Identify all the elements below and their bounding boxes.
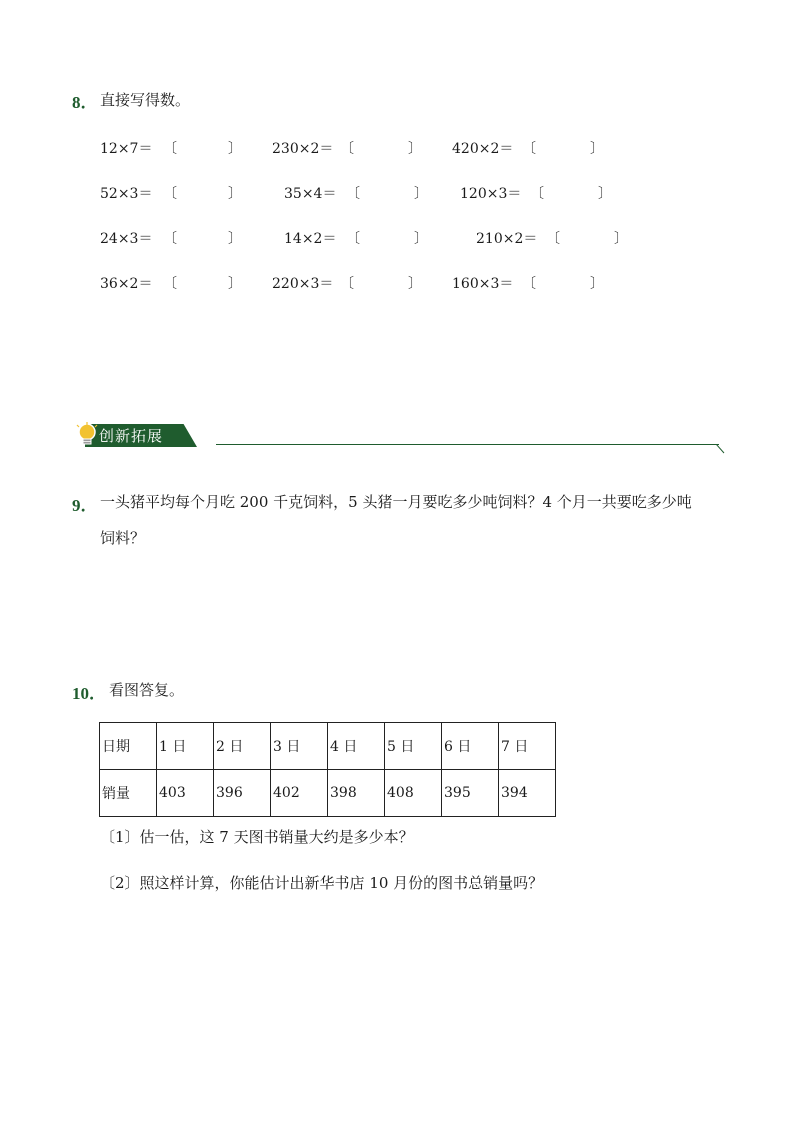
equation-text: 210×2＝ xyxy=(476,231,538,247)
answer-blank-open: 〔 xyxy=(340,276,354,292)
table-cell: 4 日 xyxy=(328,723,385,770)
section-title: 创新拓展 xyxy=(99,427,164,445)
table-cell: 403 xyxy=(157,770,214,817)
lightbulb-icon xyxy=(75,421,99,449)
table-cell: 3 日 xyxy=(271,723,328,770)
q9-line-1: 一头猪平均每个月吃 200 千克饲料，5 头猪一月要吃多少吨饲料？4 个月一共要吃多少吨 xyxy=(100,493,692,511)
answer-blank-open: 〔 xyxy=(163,141,177,157)
q10-sub-question-1: 〔1〕估一估，这 7 天图书销量大约是多少本？ xyxy=(100,828,414,846)
equation-text: 120×3＝ xyxy=(460,186,522,202)
table-cell: 日期 xyxy=(100,723,157,770)
answer-blank-close: 〕 xyxy=(408,276,422,292)
answer-blank-close: 〕 xyxy=(228,141,242,157)
equation-text: 12×7＝ xyxy=(100,141,153,157)
answer-blank-close: 〕 xyxy=(228,231,242,247)
equation-text: 35×4＝ xyxy=(284,186,337,202)
q9-number: 9． xyxy=(72,496,98,515)
answer-blank-close: 〕 xyxy=(408,141,422,157)
q10-number: 10． xyxy=(72,684,106,703)
q8-number: 8． xyxy=(72,93,98,112)
section-banner xyxy=(75,421,197,447)
section-divider xyxy=(216,444,719,445)
divider-end-mark xyxy=(716,444,726,454)
table-cell: 6 日 xyxy=(442,723,499,770)
answer-blank-open: 〔 xyxy=(346,231,360,247)
equation-text: 24×3＝ xyxy=(100,231,153,247)
answer-blank-open: 〔 xyxy=(530,186,544,202)
answer-blank-close: 〕 xyxy=(414,186,428,202)
equation-text: 230×2＝ xyxy=(272,141,334,157)
table-cell: 销量 xyxy=(100,770,157,817)
answer-blank-open: 〔 xyxy=(522,141,536,157)
table-row xyxy=(100,770,556,817)
table-cell: 5 日 xyxy=(385,723,442,770)
answer-blank-open: 〔 xyxy=(163,276,177,292)
answer-blank-close: 〕 xyxy=(590,276,604,292)
table-cell: 402 xyxy=(271,770,328,817)
answer-blank-close: 〕 xyxy=(414,231,428,247)
table-cell: 394 xyxy=(499,770,556,817)
answer-blank-open: 〔 xyxy=(522,276,536,292)
sales-table xyxy=(99,722,556,817)
q10-sub-question-2: 〔2〕照这样计算，你能估计出新华书店 10 月份的图书总销量吗？ xyxy=(100,874,544,892)
table-cell: 2 日 xyxy=(214,723,271,770)
answer-blank-close: 〕 xyxy=(228,186,242,202)
equation-text: 36×2＝ xyxy=(100,276,153,292)
table-row xyxy=(100,723,556,770)
answer-blank-open: 〔 xyxy=(340,141,354,157)
answer-blank-close: 〕 xyxy=(598,186,612,202)
table-cell: 7 日 xyxy=(499,723,556,770)
table-cell: 408 xyxy=(385,770,442,817)
answer-blank-close: 〕 xyxy=(590,141,604,157)
answer-blank-open: 〔 xyxy=(346,186,360,202)
table-cell: 398 xyxy=(328,770,385,817)
equation-text: 220×3＝ xyxy=(272,276,334,292)
answer-blank-close: 〕 xyxy=(614,231,628,247)
q8-title: 直接写得数。 xyxy=(100,91,191,109)
answer-blank-open: 〔 xyxy=(163,186,177,202)
equation-text: 52×3＝ xyxy=(100,186,153,202)
answer-blank-open: 〔 xyxy=(546,231,560,247)
equation-text: 160×3＝ xyxy=(452,276,514,292)
answer-blank-close: 〕 xyxy=(228,276,242,292)
table-cell: 1 日 xyxy=(157,723,214,770)
table-cell: 396 xyxy=(214,770,271,817)
table-cell: 395 xyxy=(442,770,499,817)
equation-text: 14×2＝ xyxy=(284,231,337,247)
q10-title: 看图答复。 xyxy=(109,681,185,699)
answer-blank-open: 〔 xyxy=(163,231,177,247)
equation-text: 420×2＝ xyxy=(452,141,514,157)
q9-line-2: 饲料？ xyxy=(100,529,146,547)
